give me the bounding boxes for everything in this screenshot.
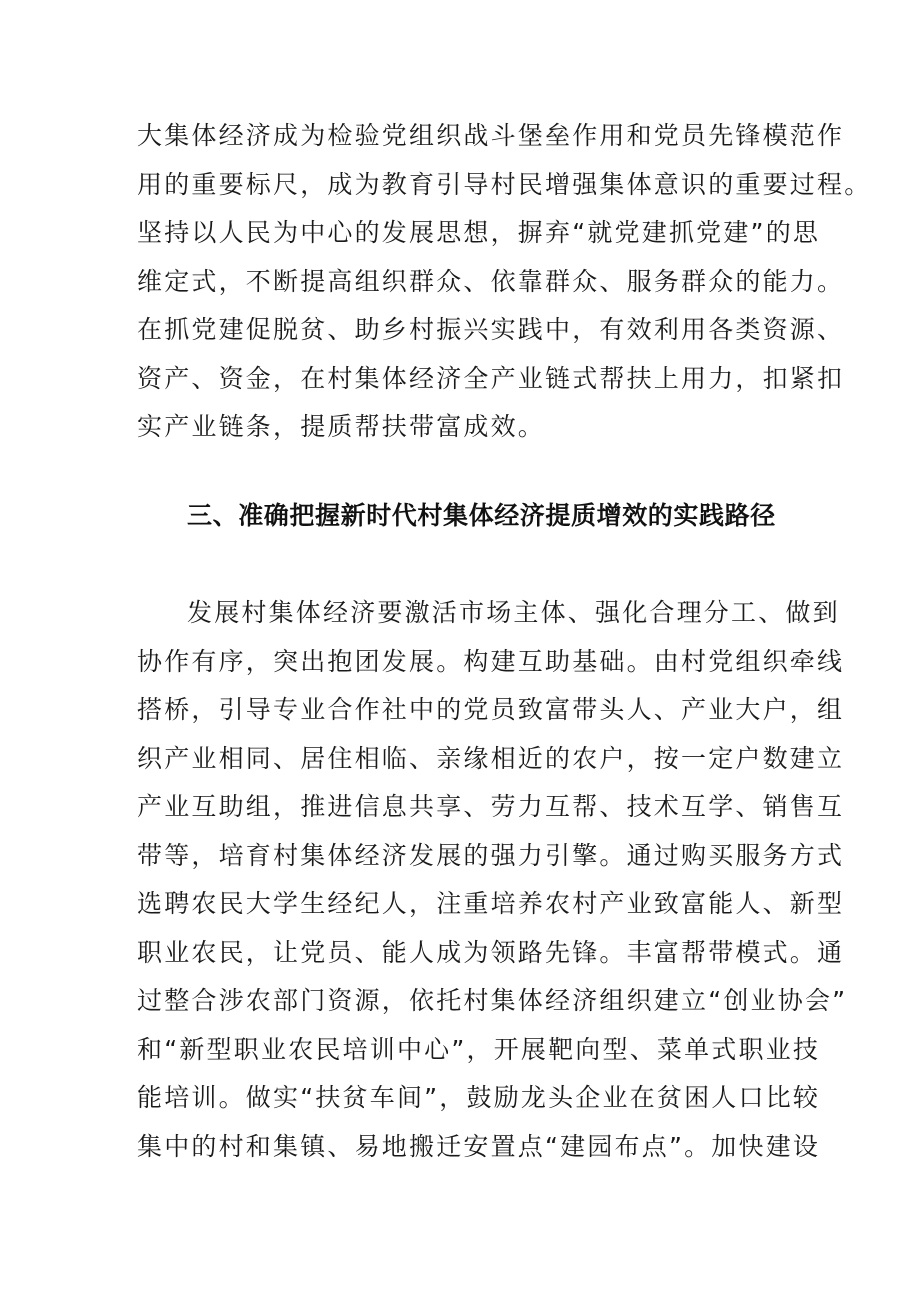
text-line: 搭桥，引导专业合作社中的党员致富带头人、产业大户，组: [137, 695, 845, 724]
text-line: 能培训。做实“扶贫车间”，鼓励龙头企业在贫困人口比较: [137, 1083, 821, 1112]
text-line: 资产、资金，在村集体经济全产业链式帮扶上用力，扣紧扣: [137, 363, 845, 393]
text-line: 用的重要标尺，成为教育引导村民增强集体意识的重要过程。: [137, 169, 872, 199]
text-line: 职业农民，让党员、能人成为领路先锋。丰富帮带模式。通: [137, 937, 845, 967]
text-line: 在抓党建促脱贫、助乡村振兴实践中，有效利用各类资源、: [137, 315, 845, 344]
text-line: 维定式，不断提高组织群众、依靠群众、服务群众的能力。: [137, 266, 845, 296]
text-line: 实产业链条，提质帮扶带富成效。: [137, 412, 546, 441]
text-line: 和“新型职业农民培训中心”，开展靶向型、菜单式职业技: [137, 1034, 821, 1064]
text-line: 带等，培育村集体经济发展的强力引擎。通过购买服务方式: [137, 840, 845, 870]
section-heading: 三、准确把握新时代村集体经济提质增效的实践路径: [187, 501, 776, 530]
text-line: 选聘农民大学生经纪人，注重培养农村产业致富能人、新型: [137, 889, 845, 918]
text-line: 过整合涉农部门资源，依托村集体经济组织建立“创业协会”: [137, 986, 848, 1015]
text-line: 集中的村和集镇、易地搬迁安置点“建园布点”。加快建设: [137, 1131, 821, 1161]
text-line: 织产业相同、居住相临、亲缘相近的农户，按一定户数建立: [137, 743, 845, 773]
text-line: 产业互助组，推进信息共享、劳力互帮、技术互学、销售互: [137, 792, 845, 821]
text-line: 大集体经济成为检验党组织战斗堡垒作用和党员先锋模范作: [137, 121, 845, 150]
text-line: 发展村集体经济要激活市场主体、强化合理分工、做到: [187, 598, 840, 627]
text-line: 协作有序，突出抱团发展。构建互助基础。由村党组织牵线: [137, 646, 845, 676]
paragraph-practice-path: [137, 589, 848, 1171]
paragraph-collective-economy-role: [137, 112, 872, 452]
text-line: 坚持以人民为中心的发展思想，摒弃“就党建抓党建”的思: [137, 218, 821, 247]
